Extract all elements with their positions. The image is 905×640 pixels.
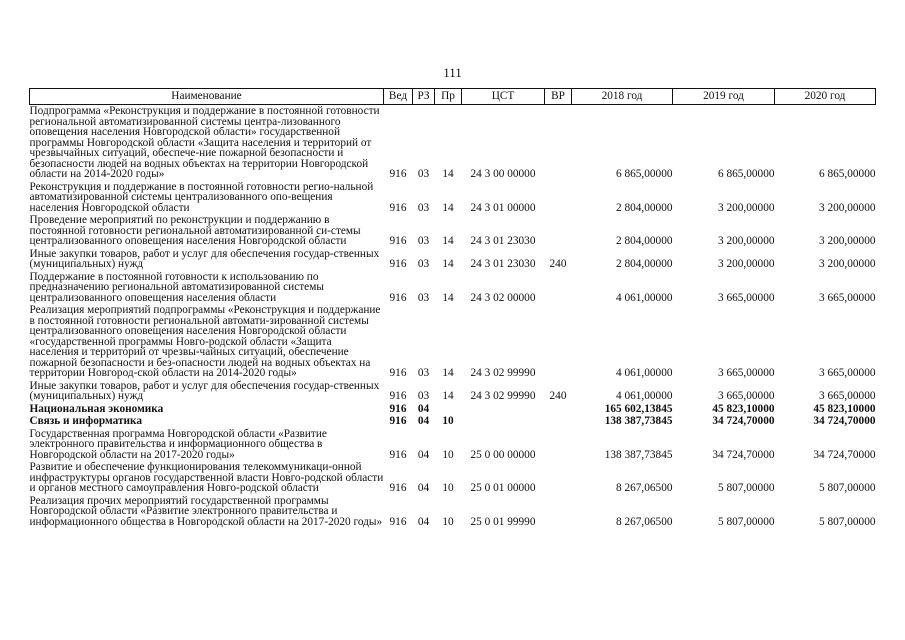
header-2019: 2019 год [673,89,775,105]
row-name: Реализация прочих мероприятий государственной программы Новгородской области «Развитие электронного правительства и информационного общества в Новгородской области на 2017-2020 годы» [29,494,383,528]
row-2020: 3 665,00000 [819,390,876,402]
table-row [30,105,876,181]
row-pr: 10 [442,515,454,528]
row-name: Иные закупки товаров, работ и услуг для обеспечения государ-ственных (муниципальных) нужд [29,379,380,402]
row-rz: 04 [417,515,430,528]
row-name: Подпрограмма «Реконструкция и поддержание в постоянной готовности региональной автоматизированной системы центра-лизованного оповещения населения Новгородской области» государственной программы Новгородской области «Защита населения и территорий от чрезвычайных ситуаций, обеспече-ние пожарной безопасности и безопасности людей на водных объектах на территории Новгородской области на 2014-2020 годы» [29,105,380,180]
row-2019: 45 823,10000 [712,402,775,415]
row-ved: 916 [389,482,407,494]
table-row [30,304,876,380]
row-ved: 916 [389,515,407,528]
row-2018: 2 804,00000 [616,235,673,247]
row-cst: 24 3 02 00000 [470,291,536,304]
row-2020: 5 807,00000 [819,482,876,494]
table-row [30,181,876,215]
table-row [30,214,876,248]
row-rz: 04 [417,448,430,461]
row-vr: 240 [549,390,567,402]
row-ved: 916 [389,201,407,214]
row-2019: 3 665,00000 [718,291,775,304]
row-vr [545,495,572,529]
row-cst: 24 3 01 23030 [470,235,536,247]
row-pr: 14 [442,367,454,379]
row-cst: 25 0 00 00000 [470,448,536,461]
row-cst: 25 0 01 00000 [470,482,536,494]
row-name: Иные закупки товаров, работ и услуг для обеспечения государ-ственных (муниципальных) нужд [29,247,380,270]
row-2019: 34 724,70000 [712,448,775,461]
row-2018: 4 061,00000 [616,390,673,402]
row-cst: 24 3 02 99990 [470,367,536,379]
row-2019: 5 807,00000 [718,515,775,528]
table-row-section [30,403,876,416]
row-2020: 3 665,00000 [819,367,876,379]
row-name: Национальная экономика [29,402,164,415]
row-rz: 03 [417,291,430,304]
row-vr [545,461,572,495]
row-name: Государственная программа Новгородской области «Развитие электронного правительства и информационного общества в Новгородской области на 2017-2020 годы» [29,427,327,461]
row-ved: 916 [389,390,407,402]
row-vr [545,105,572,181]
row-2018: 2 804,00000 [616,258,673,270]
table-header-row [30,89,876,105]
row-2020: 3 200,00000 [819,258,876,270]
row-cst: 24 3 01 00000 [470,201,536,214]
row-vr [545,181,572,215]
row-pr: 10 [442,482,454,494]
row-2019: 3 200,00000 [718,235,775,247]
row-2020: 5 807,00000 [819,515,876,528]
row-name: Связь и информатика [29,415,143,427]
row-vr [545,403,572,416]
row-ved: 916 [389,448,407,461]
row-name: Поддержание в постоянной готовности к использованию по предназначению региональной автоматизированной системы централизованного оповещения населения области [29,270,324,304]
page-number: 111 [443,65,462,80]
table-row [30,271,876,305]
header-2018: 2018 год [572,89,673,105]
row-2018: 138 387,73845 [604,448,673,461]
header-2020: 2020 год [775,89,876,105]
budget-table [29,88,876,528]
header-rz: РЗ [413,89,435,105]
row-2018: 4 061,00000 [616,367,673,379]
row-2018: 8 267,06500 [616,515,673,528]
row-name: Реализация мероприятий подпрограммы «Реконструкция и поддержание в постоянной готовности региональной автомати-зированной системы централизованного оповещения населения Новгородской области «государственной программы Новго-родской области «Защита населения и территорий от чрезвы-чайных ситуаций, обеспечение пожарной безопасности и без-опасности людей на водных объектах на территории Новгород-ской области на 2014-2020 годы» [29,304,381,379]
row-pr: 14 [442,258,454,270]
row-pr: 14 [442,235,454,247]
row-vr [545,415,572,428]
row-ved: 916 [389,367,407,379]
row-cst: 24 3 01 23030 [470,258,536,270]
table-row [30,428,876,462]
row-pr: 10 [442,448,454,461]
row-vr [545,271,572,305]
row-cst [462,415,545,428]
row-name: Развитие и обеспечение функционирования телекоммуникаци-онной инфраструктуры органов государственной власти Новго-родской области и органов местного самоуправления Новго-родской области [29,461,384,494]
row-vr [545,214,572,248]
row-pr: 14 [442,390,454,402]
row-ved: 916 [389,402,407,415]
row-cst: 24 3 02 99990 [470,390,536,402]
row-pr: 14 [442,291,454,304]
row-pr [435,403,462,416]
row-2019: 3 665,00000 [718,390,775,402]
row-2019: 34 724,70000 [712,415,775,427]
row-2019: 3 200,00000 [718,258,775,270]
table-body [30,105,876,529]
row-name: Проведение мероприятий по реконструкции и поддержанию в постоянной готовности региональной автоматизированной си-стемы централизованного оповещения населения Новгородской области [29,214,361,247]
row-rz: 04 [417,415,430,427]
table-row-section [30,415,876,428]
table-row [30,461,876,495]
row-2020: 3 200,00000 [819,201,876,214]
row-rz: 03 [417,168,430,180]
row-rz: 04 [417,482,430,494]
row-rz: 03 [417,258,430,270]
row-ved: 916 [389,168,407,180]
row-cst: 24 3 00 00000 [470,168,536,180]
row-ved: 916 [389,235,407,247]
row-vr [545,428,572,462]
row-2018: 6 865,00000 [616,168,673,180]
row-2020: 45 823,10000 [813,402,876,415]
header-cst: ЦСТ [462,89,545,105]
table-row [30,495,876,529]
row-pr: 14 [442,168,454,180]
row-vr [545,304,572,380]
header-name: Наименование [30,89,384,105]
row-2019: 3 200,00000 [718,201,775,214]
row-2018: 138 387,73845 [604,415,673,427]
row-rz: 03 [417,390,430,402]
row-rz: 03 [417,201,430,214]
row-2018: 165 602,13845 [604,402,673,415]
row-pr: 14 [442,201,454,214]
row-2018: 4 061,00000 [616,291,673,304]
table-row [30,380,876,403]
row-name: Реконструкция и поддержание в постоянной готовности регио-нальной автоматизированной системы централизованного опо-вещения населения Новгородской области [29,180,374,214]
row-2019: 5 807,00000 [718,482,775,494]
row-pr: 10 [442,415,454,427]
row-cst: 25 0 01 99990 [470,515,536,528]
row-vr: 240 [549,258,567,270]
row-rz: 03 [417,235,430,247]
row-2018: 2 804,00000 [616,201,673,214]
table-row [30,248,876,271]
row-ved: 916 [389,415,407,427]
row-cst [462,403,545,416]
row-2020: 34 724,70000 [813,448,876,461]
row-ved: 916 [389,291,407,304]
row-2020: 6 865,00000 [819,168,876,180]
header-vr: ВР [545,89,572,105]
row-2020: 3 665,00000 [819,291,876,304]
row-2019: 3 665,00000 [718,367,775,379]
header-ved: Вед [384,89,413,105]
row-2019: 6 865,00000 [718,168,775,180]
row-2020: 34 724,70000 [813,415,876,427]
row-2018: 8 267,06500 [616,482,673,494]
header-pr: Пр [435,89,462,105]
row-rz: 04 [417,402,430,415]
row-rz: 03 [417,367,430,379]
row-ved: 916 [389,258,407,270]
row-2020: 3 200,00000 [819,235,876,247]
